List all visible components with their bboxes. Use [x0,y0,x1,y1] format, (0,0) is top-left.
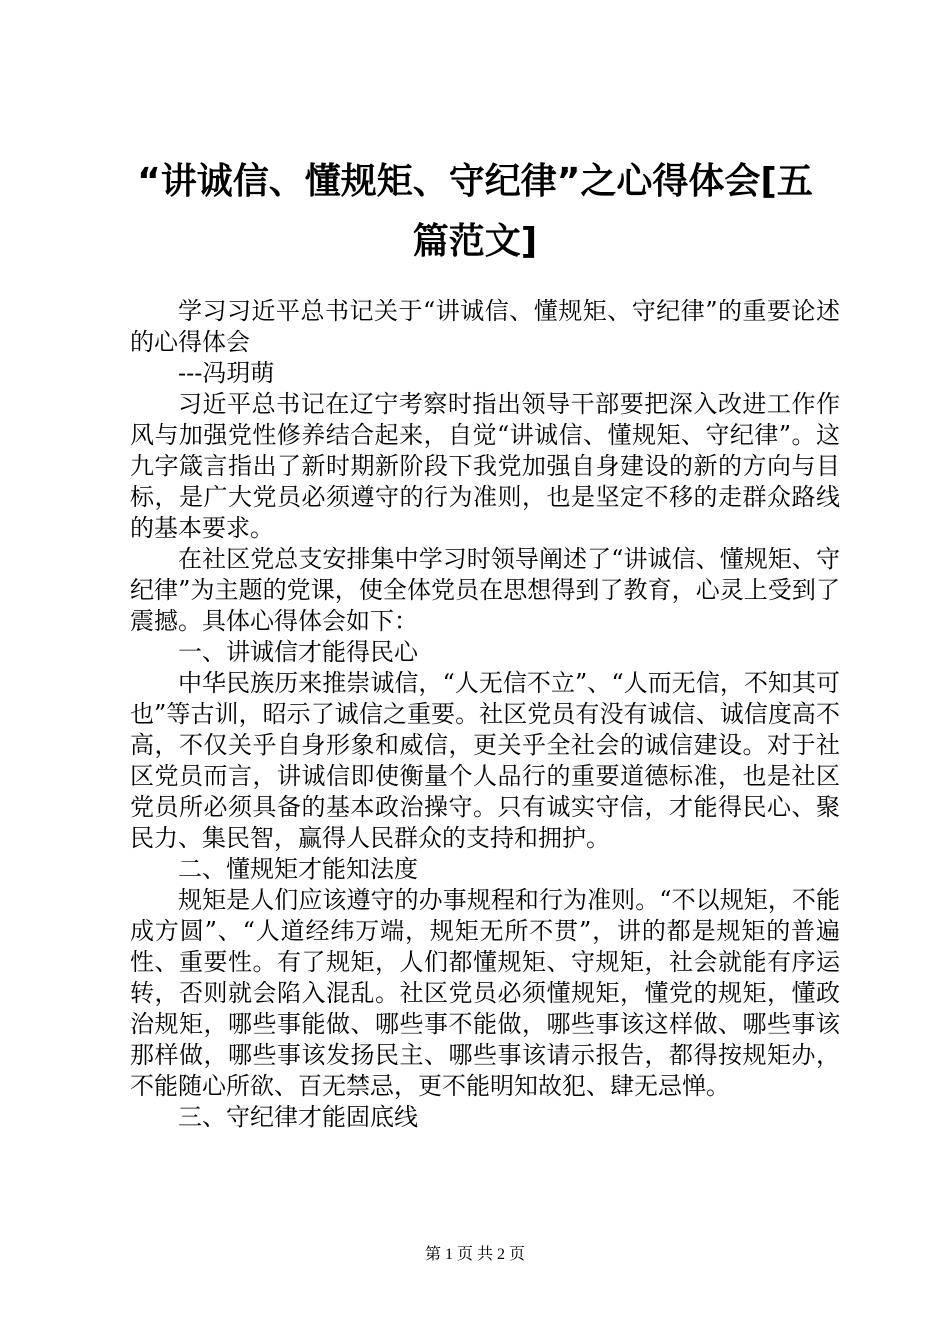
paragraph: 规矩是人们应该遵守的办事规程和行为准则。“不以规矩，不能成方圆”、“人道经纬万端，规矩无所不贯”，讲的都是规矩的普遍性、重要性。有了规矩，人们都懂规矩、守规矩，社会就能有序运转，否则就会陷入混乱。社区党员必须懂规矩，懂党的规矩，懂政治规矩，哪些事能做、哪些事不能做，哪些事该这样做、哪些事该那样做，哪些事该发扬民主、哪些事该请示报告，都得按规矩办，不能随心所欲、百无禁忌，更不能明知故犯、肆无忌惮。 [130,886,840,1100]
page-footer: 第 1 页 共 2 页 [424,1246,525,1263]
section-heading: 三、守纪律才能固底线 [178,1103,418,1131]
document-title-line2: 篇范文] [412,221,538,262]
paragraph: 习近平总书记在辽宁考察时指出领导干部要把深入改进工作作风与加强党性修养结合起来，自觉“讲诚信、懂规矩、守纪律”。这九字箴言指出了新时期新阶段下我党加强自身建设的新的方向与目标，是广大党员必须遵守的行为准则，也是坚定不移的走群众路线的基本要求。 [130,390,840,542]
section-heading: 一、讲诚信才能得民心 [178,638,418,666]
paragraph-subtitle: 学习习近平总书记关于“讲诚信、懂规矩、守纪律”的重要论述的心得体会 [130,297,840,356]
document-body [130,296,840,1133]
section-heading: 二、懂规矩才能知法度 [178,855,418,883]
paragraph-author: ---冯玥萌 [178,359,275,387]
document-title-line1: “讲诚信、懂规矩、守纪律”之心得体会[五 [137,161,813,202]
paragraph: 在社区党总支安排集中学习时领导阐述了“讲诚信、懂规矩、守纪律”为主题的党课，使全体党员在思想得到了教育，心灵上受到了震撼。具体心得体会如下： [130,545,840,635]
paragraph: 中华民族历来推崇诚信，“人无信不立”、“人而无信，不知其可也”等古训，昭示了诚信之重要。社区党员有没有诚信、诚信度高不高，不仅关乎自身形象和威信，更关乎全社会的诚信建设。对于社区党员而言，讲诚信即使衡量个人品行的重要道德标准，也是社区党员所必须具备的基本政治操守。只有诚实守信，才能得民心、聚民力、集民智，赢得人民群众的支持和拥护。 [130,669,840,852]
